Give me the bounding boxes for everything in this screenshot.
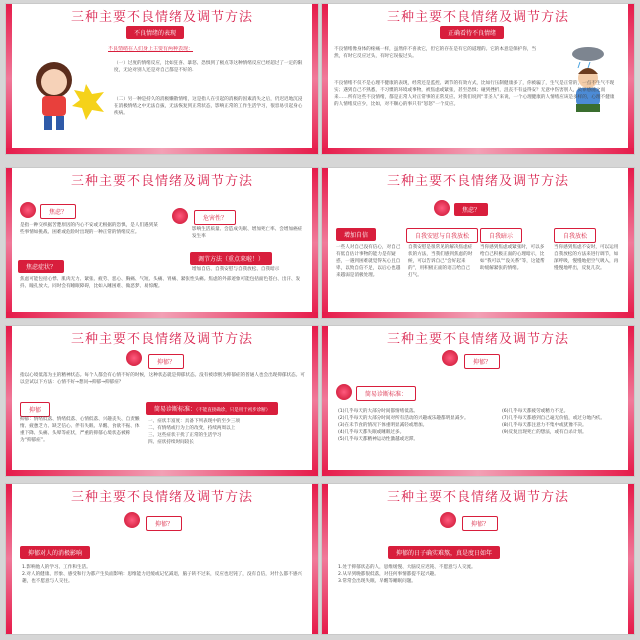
slide-title: 三种主要不良情绪及调节方法 [70, 332, 253, 347]
thumbs-up-icon [336, 384, 352, 400]
slide-title: 三种主要不良情绪及调节方法 [386, 332, 569, 347]
card-label-self-comfort: 自我安慰与自我放松 [406, 228, 478, 243]
methods-description: 增加自信、自我安慰与自我放松、自我暗示 [192, 267, 280, 272]
card-label-confidence: 增加自信 [336, 228, 376, 241]
slide-title: 三种主要不良情绪及调节方法 [386, 10, 569, 25]
card-label-anxiety: 焦虑？ [40, 204, 76, 219]
card-label-diagnosis: 简易诊断标准： [356, 386, 416, 401]
section-pill: 焦虑？ [454, 203, 488, 216]
card-label-methods: 调节方法（重点来啦！） [190, 252, 272, 265]
confidence-text: 一些人对自己没有信心，对自己有低自估计事物的能力是有疑惑，一遇到困难就觉得灰心且自卑，以致自信不足，以后心也越来越弱是消极处理。 [336, 245, 401, 278]
thumbs-up-icon [124, 512, 140, 528]
slide-title: 三种主要不良情绪及调节方法 [386, 174, 569, 189]
slide-2[interactable] [322, 4, 634, 154]
card-label-impact: 抑郁对人的消极影响 [20, 546, 90, 559]
section-pill: 抑郁？ [462, 516, 498, 531]
symptoms-description: 焦虑可能包括心悸、肌肉无力、紧张、疲劳、恶心、胸痛、气短、头痛、胃痛、紧张性头痛。焦虑的外部迹象可能包括面色苍白、出汗、发抖、瞳孔放大。同时会有睡眠障碍，比如入睡困难、做恶梦、易惊醒。 [20, 277, 301, 289]
self-comfort-text: 自我安慰是很常见的解决焦虑症状的方法，当我们感到焦虑的时候，可以告诉自己“会好起来的”，用积极正面的语言给自己打气。 [408, 245, 473, 278]
slide-8[interactable] [322, 484, 634, 634]
slide-title: 三种主要不良情绪及调节方法 [386, 490, 569, 505]
s2-paragraph-2: 不良情绪不仅不是心理不健康的表现，经常还是监控、调节的有效方式，比如行压制健康多了，你被骗了，生气是正常的，一点不生气不现实；遇到自己不熟悉，不习惯的环境或事物，被焦虑或紧张，甚至恐惧；碰到挫折，沮丧不有益得安？无意中伤害别人，负罪感随之而来……所有这些不良情绪，都是正常人对正常事的正常反应。对我们说到“非圣人”来说，一个心理健康的人情绪应该是多样的，心理不健康的人情绪反应少，比如，对不顺心的事只有“怒怒”一个反应。 [334, 81, 615, 107]
slide-5[interactable] [6, 326, 318, 476]
impact-text: 1.影响他人的学习、工作和生活。 2.对人的健康、形象、感受和行为都产生负面影响：思维能力迟缓或记忆减退，脑子转不过来，反应也迟钝了，没有自信，对什么都不感兴趣，也不愿意与人交往。 [22, 565, 303, 584]
self-suggestion-text: 当你感到焦虑或紧张时，可以多给自己积极正面的心理暗示，比如“我可以”“没关系”等，这能帮助缓解紧张的情绪。 [480, 245, 545, 271]
section-pill: 抑郁？ [464, 354, 500, 369]
thumbs-up-icon [434, 200, 450, 216]
anxiety-definition: 是指一种交织据苦楚原因的内心不安或无根据的恐惧，是人们遇到某些事情如挑战、困难或危险时出现的一种正常的情绪反应。 [20, 223, 158, 235]
slide-title: 三种主要不良情绪及调节方法 [70, 10, 253, 25]
slide-4[interactable] [322, 168, 634, 318]
card-label-diagnosis: 简易诊断标准：（不能直接确诊，只是用于初步诊断） [146, 402, 278, 415]
slide-1[interactable] [6, 4, 318, 154]
slide-7[interactable] [6, 484, 318, 634]
diagnosis-list: 一、症状丰富度：具备下列表现中的至少三项 二、有情绪或行为上的改变，持续两周以上 三、这些症状干扰了正常的生活学习 四、症状持续时间较长 [148, 419, 240, 445]
relax-text: 当你感到焦虑不安时，可以运用自我放松的方法来进行调节，如深呼吸，慢慢地把空气吸入，再慢慢地呼出，反复几次。 [554, 245, 619, 271]
depression-symptoms: 抑郁：情绪低落、情绪低落、心情低落、兴趣丧失、自责懒惰、疲惫乏力、缺乏信心、伴有失眠、早醒、食欲不振、体重下降、头痛、头晕等症状，严重的抑郁心境状态被称为“抑郁症”。 [20, 417, 140, 443]
card-label-hard-days: 抑郁的日子确实难熬，真是度日如年 [388, 546, 500, 559]
s1-subtitle: 不良情绪在人们身上主要有两种表现： [108, 46, 194, 52]
thumbs-up-icon [126, 350, 142, 366]
depression-intro: 指以心境低落为主的精神状态。每个人都会有心情不好的时候，这种状态就是抑郁状态。没有被诊断为抑郁症的普通人也会出现抑郁状态。可以尝试以下方法：心情不好→想问→抑郁→抑郁症？ [20, 373, 305, 385]
section-pill: 抑郁？ [148, 354, 184, 369]
s1-point-2: （二）另一种是持久的消极懒散情绪，这是指人在引起的消极的因素消失之后，仍迟迟地沉浸在消极情绪之中无法自拔，无法恢复到正常状态，影响正常的工作生活学习，很容易引起身心疾病。 [114, 97, 303, 116]
thumbs-up-icon [20, 202, 36, 218]
card-label-depression: 抑郁 [20, 402, 50, 417]
s2-paragraph-1: 不良情绪像身体的疼痛一样，虽然你不喜欢它，但它的存在是有它的道理的。它的本意是保护你，当然，有时它反应过头，有时它误报过头。 [334, 47, 537, 59]
hard-days-text: 1.处于抑郁状态的人，思维缓慢、大脑反应迟钝、不愿意与人交流。 2.从早到晚都很低落，对任何事情都提不起兴趣。 3.常常会出现失眠、早醒等睡眠问题。 [338, 565, 476, 584]
slide-6[interactable] [322, 326, 634, 476]
section-pill: 正确看待不良情绪 [440, 26, 504, 39]
diagnosis-list-2: (6)几乎每天都疲劳或精力不足。 (7)几乎每天都感到自己毫无价值，或过分地内疚。 (8)几乎每天都注意力不集中或犹豫不决。 (9)反复出现死亡的想法，或有自杀计划。 [502, 409, 605, 435]
s1-point-1: （一）过度的情绪反应，比如狂喜、暴怒、恐惧到了极点等这种情绪反应已经超过了一定的限度，无论对别人还是对自己都是不好的. [114, 61, 303, 73]
slide-title: 三种主要不良情绪及调节方法 [70, 490, 253, 505]
section-pill: 不良情绪的表现 [126, 26, 184, 39]
section-pill: 抑郁？ [146, 516, 182, 531]
slide-3[interactable] [6, 168, 318, 318]
card-label-symptoms: 焦虑症状？ [18, 260, 64, 273]
card-label-harm: 危害性？ [194, 210, 236, 225]
thumbs-up-icon [440, 512, 456, 528]
card-label-self-suggestion: 自我暗示 [480, 228, 522, 243]
thumbs-up-icon [172, 208, 188, 224]
diagnosis-list-1: (1)几乎每天的大部分时间都情绪低落。 (2)几乎每天的大部分时间对所有活动的兴趣或乐趣都明显减少。 (3)在未节食的情况下体重明显减轻或增加。 (4)几乎每天都失眠或睡眠过多。 (5)几乎每天都精神运动性激越或迟滞。 [338, 409, 469, 442]
slide-title: 三种主要不良情绪及调节方法 [70, 174, 253, 189]
card-label-relax: 自我放松 [554, 228, 596, 243]
harm-description: 影响生活质量、会造成失眠、增加死亡率、会增加癌症发生率 [192, 227, 303, 239]
angry-girl-illustration [18, 54, 113, 139]
thumbs-up-icon [442, 350, 458, 366]
